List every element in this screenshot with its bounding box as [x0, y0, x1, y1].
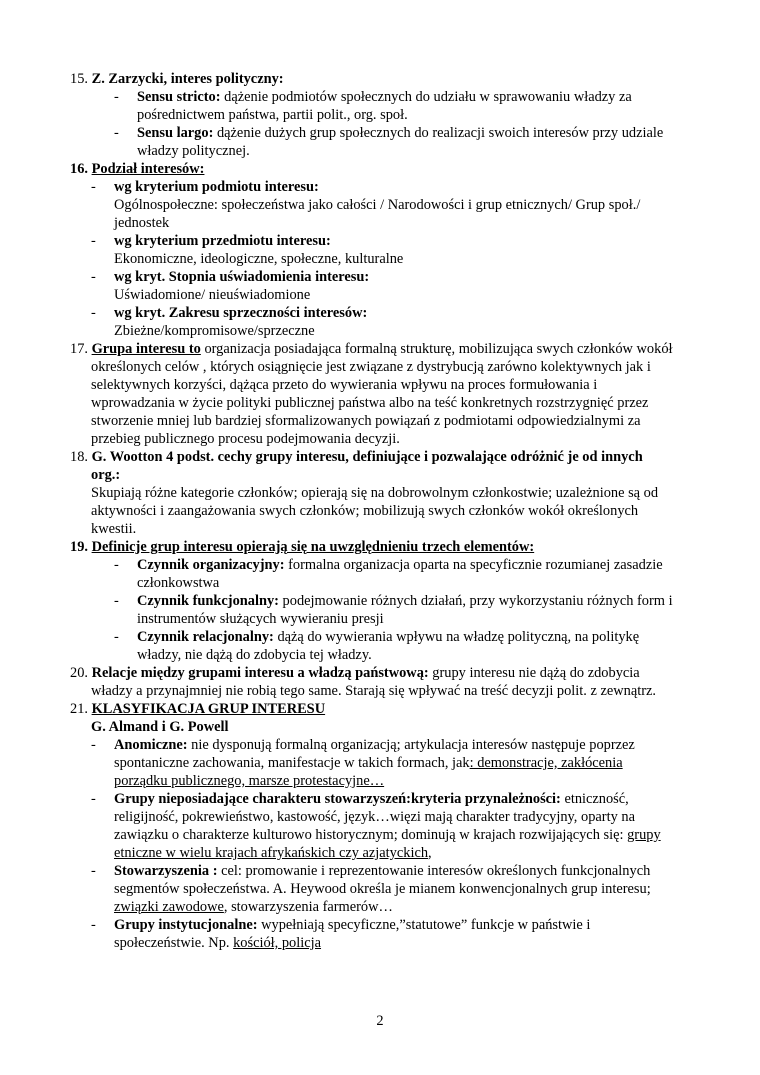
subheading: wg kryterium podmiotu interesu:: [114, 179, 319, 195]
text-line: władzy, nie dążą do zdobycia tej władzy.: [137, 647, 372, 663]
text-line: spontaniczne zachowania, manifestacje w takich formach, jak: demonstracje, zakłócenia: [114, 755, 623, 771]
subheading: wg kryt. Zakresu sprzeczności interesów:: [114, 305, 368, 321]
bullet-dash: -: [91, 791, 96, 807]
sensu-stricto-line: Sensu stricto: dążenie podmiotów społecznych do udziału w sprawowaniu władzy za: [137, 89, 632, 105]
text-line: określonych celów , których osiągnięcie jest związane z dystrybucją zarówno kolektywnych jak i: [91, 359, 651, 375]
bullet-dash: -: [114, 557, 119, 573]
text-line: segmentów społeczeństwa. A. Heywood określa je mianem konwencjonalnych grup interesu;: [114, 881, 651, 897]
item-18-heading: 18. G. Wootton 4 podst. cechy grupy interesu, definiujące i pozwalające odróżnić je od innych: [70, 449, 643, 465]
bullet-dash: -: [114, 629, 119, 645]
text-line: wprowadzania w życie polityki publicznej państwa albo na teść konkretnych rozstrzygnięć przez: [91, 395, 649, 411]
subheading: G. Almand i G. Powell: [91, 719, 229, 735]
text-line: związki zawodowe, stowarzyszenia farmerów…: [114, 899, 393, 915]
text-line: Czynnik organizacyjny: formalna organizacja oparta na specyficznie rozumianej zasadzie: [137, 557, 663, 573]
sensu-largo-line: Sensu largo: dążenie dużych grup społecznych do realizacji swoich interesów przy udziale: [137, 125, 664, 141]
item-19-heading: 19. Definicje grup interesu opierają się na uwzględnieniu trzech elementów:: [70, 539, 535, 555]
text-line: władzy politycznej.: [137, 143, 250, 159]
bullet-dash: -: [114, 593, 119, 609]
subheading: wg kryterium przedmiotu interesu:: [114, 233, 331, 249]
text-line: władzy a przynajmniej nie robią tego same. Starają się wpływać na treść decyzji polit. z zewnątrz.: [91, 683, 657, 699]
text-line: przebieg publicznego procesu podejmowania decyzji.: [91, 431, 400, 447]
text-line: org.:: [91, 467, 121, 483]
text-line: porządku publicznego, marsze protestacyjne…: [114, 773, 385, 789]
item-17-heading: 17. Grupa interesu to organizacja posiadająca formalną strukturę, mobilizująca swych członków wokół: [70, 341, 673, 357]
text-line: Skupiają różne kategorie członków; opierają się na dobrowolnym członkostwie; uzależnione są od: [91, 485, 659, 501]
text-line: pośrednictwem państwa, partii polit., org. społ.: [137, 107, 408, 123]
bullet-dash: -: [91, 269, 96, 285]
text-line: Grupy instytucjonalne: wypełniają specyficzne,”statutowe” funkcje w państwie i: [114, 917, 591, 933]
bullet-dash: -: [114, 125, 119, 141]
bullet-dash: -: [91, 233, 96, 249]
text-line: stworzenie mniej lub bardziej sformalizowanych powiązań z podmiotami odpowiedzialnymi za: [91, 413, 641, 429]
bullet-dash: -: [114, 89, 119, 105]
page-number: 2: [376, 1013, 384, 1029]
text-line: społeczeństwie. Np. kościół, policja: [114, 935, 322, 951]
text-line: Zbieżne/kompromisowe/sprzeczne: [114, 323, 315, 339]
text-line: Anomiczne: nie dysponują formalną organizacją; artykulacja interesów następuje poprzez: [114, 737, 635, 753]
text-line: selektywnych korzyści, dążąca przeto do wywierania wpływu na proces formułowania i: [91, 377, 598, 393]
text-line: Czynnik funkcjonalny: podejmowanie różnych działań, przy wykorzystaniu różnych form i: [137, 593, 673, 609]
text-line: Ogólnospołeczne: społeczeństwa jako całości / Narodowości i grup etnicznych/ Grup społ./: [114, 197, 641, 213]
bullet-dash: -: [91, 179, 96, 195]
text-line: instrumentów służących wywieraniu presji: [137, 611, 384, 627]
item-16-heading: 16. Podział interesów:: [70, 161, 205, 177]
text-line: Grupy nieposiadające charakteru stowarzyszeń:kryteria przynależności: etniczność,: [114, 791, 629, 807]
bullet-dash: -: [91, 737, 96, 753]
item-15-heading: 15. Z. Zarzycki, interes polityczny:: [70, 71, 284, 87]
text-line: etniczne w wielu krajach afrykańskich czy azjatyckich,: [114, 845, 432, 861]
text-line: jednostek: [114, 215, 170, 231]
text-line: Czynnik relacjonalny: dążą do wywierania wpływu na władzę polityczną, na politykę: [137, 629, 640, 645]
text-line: zawiązku o charakterze kulturowo historycznym; dominują w krajach rozwijających się: grupy: [114, 827, 661, 843]
subheading: wg kryt. Stopnia uświadomienia interesu:: [114, 269, 370, 285]
text-line: kwestii.: [91, 521, 137, 537]
bullet-dash: -: [91, 917, 96, 933]
text-line: aktywności i zaangażowania swych członków; mobilizują swych członków wokół określonych: [91, 503, 639, 519]
item-21-heading: 21. KLASYFIKACJA GRUP INTERESU: [70, 701, 326, 717]
text-line: członkowstwa: [137, 575, 220, 591]
text-line: religijność, pokrewieństwo, kastowość, język…więzi mają charakter tradycyjny, oparty na: [114, 809, 635, 825]
text-line: Ekonomiczne, ideologiczne, społeczne, kulturalne: [114, 251, 404, 267]
text-line: Uświadomione/ nieuświadomione: [114, 287, 311, 303]
text-line: Stowarzyszenia : cel: promowanie i reprezentowanie interesów określonych funkcjonalnych: [114, 863, 651, 879]
bullet-dash: -: [91, 305, 96, 321]
bullet-dash: -: [91, 863, 96, 879]
item-20-heading: 20. Relacje między grupami interesu a władzą państwową: grupy interesu nie dążą do zdobycia: [70, 665, 640, 681]
